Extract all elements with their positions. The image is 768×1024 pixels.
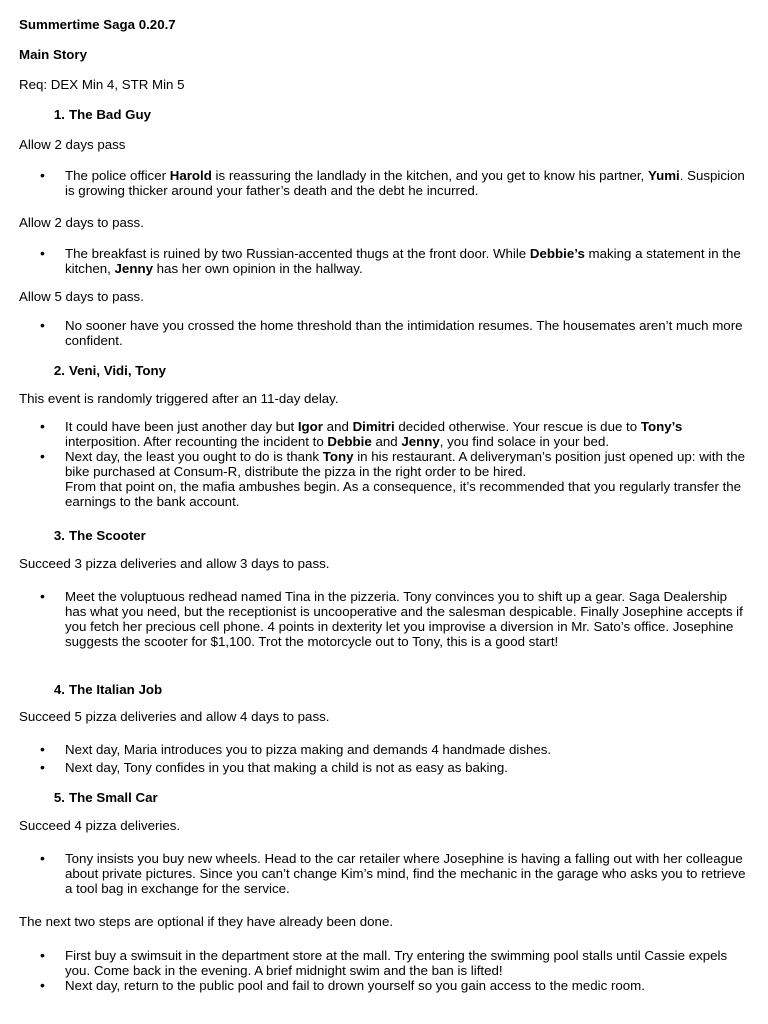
text-run: Next day, return to the public pool and fail to drown yourself so you gain access to the medic room. [65, 978, 645, 993]
bullet-list [40, 168, 752, 198]
character-name: Igor [297, 419, 323, 434]
character-name: Jenny [114, 261, 153, 276]
text-run: , you find solace in your bed. [439, 434, 610, 449]
event-heading [19, 363, 754, 378]
text-run: decided otherwise. Your rescue is due to [394, 419, 641, 434]
text-run: Next day, Tony confides in you that making a child is not as easy as baking. [65, 760, 508, 775]
character-name: Debbie [327, 434, 372, 449]
text-run: . Suspicion is growing thicker around your father’s death and the debt he incurred. [65, 168, 745, 198]
event-heading [19, 790, 754, 805]
character-name: Tony [322, 449, 354, 464]
event-title: Veni, Vidi, Tony [69, 363, 167, 378]
list-item [40, 948, 752, 978]
bullet-list [40, 589, 752, 649]
event-title: The Bad Guy [69, 107, 152, 122]
condition-text: The next two steps are optional if they have already been done. [19, 914, 394, 929]
list-item [40, 760, 752, 775]
list-item [40, 318, 752, 348]
text-run: and [371, 434, 402, 449]
text-run: interposition. After recounting the incident to [65, 434, 328, 449]
text-run: Next day, Maria introduces you to pizza making and demands 4 handmade dishes. [65, 742, 552, 757]
event-number: 3. [53, 528, 65, 543]
text-run: First buy a swimsuit in the department store at the mall. Try entering the swimming pool stalls until Cassie expels you. Come back in the evening. A brief midnight swim and the ban is lifted! [65, 948, 728, 978]
text-run: has her own opinion in the hallway. [152, 261, 363, 276]
text-run: in his restaurant. A deliveryman’s position just opened up: with the bike purchased at Consum-R, distribute the pizza in the right order to be hired. [65, 449, 746, 479]
bullet-list [40, 742, 752, 775]
character-name: Debbie’s [529, 246, 585, 261]
text-run: The breakfast is ruined by two Russian-accented thugs at the front door. While [65, 246, 530, 261]
condition-text: Allow 2 days pass [19, 137, 126, 152]
section-heading: Main Story [19, 47, 87, 62]
text-run: and [322, 419, 353, 434]
event-number: 4. [53, 682, 65, 697]
bullet-list [40, 246, 752, 276]
character-name: Dimitri [352, 419, 395, 434]
text-run: It could have been just another day but [65, 419, 298, 434]
text-run: is reassuring the landlady in the kitchen, and you get to know his partner, [211, 168, 648, 183]
requirement-text: Req: DEX Min 4, STR Min 5 [19, 77, 185, 92]
event-number: 1. [53, 107, 65, 122]
condition-text: Succeed 3 pizza deliveries and allow 3 days to pass. [19, 556, 330, 571]
bullet-list [40, 948, 752, 993]
condition-text: Succeed 4 pizza deliveries. [19, 818, 181, 833]
event-number: 2. [53, 363, 65, 378]
text-run: Meet the voluptuous redhead named Tina in the pizzeria. Tony convinces you to shift up a gear. Saga Dealership has what you need, but the receptionist is uncooperative and the salesman despicable. Finally Josephine accepts if you fetch her precious cell phone. 4 points in dexterity let you improvise a diversion in Mr. Sato’s office. Josephine suggests the scooter for $1,100. Trot the motorcycle out to Tony, this is a good start! [65, 589, 743, 649]
event-title: The Italian Job [69, 682, 163, 697]
character-name: Yumi [647, 168, 680, 183]
list-item [40, 449, 752, 509]
bullet-list [40, 318, 752, 348]
text-run: making a statement in the kitchen, [65, 246, 741, 276]
list-item [40, 246, 752, 276]
list-item [40, 978, 752, 993]
character-name: Harold [169, 168, 212, 183]
bullet-list [40, 851, 752, 896]
document-title: Summertime Saga 0.20.7 [19, 17, 176, 32]
bullet-list [40, 419, 752, 509]
text-run: Next day, the least you ought to do is thank [65, 449, 323, 464]
condition-text: This event is randomly triggered after an 11-day delay. [19, 391, 339, 406]
text-run: No sooner have you crossed the home threshold than the intimidation resumes. The housemates aren’t much more confident. [65, 318, 743, 348]
event-number: 5. [53, 790, 65, 805]
list-item [40, 168, 752, 198]
event-heading [19, 682, 754, 697]
condition-text: Allow 5 days to pass. [19, 289, 144, 304]
character-name: Tony’s [640, 419, 683, 434]
condition-text: Allow 2 days to pass. [19, 215, 144, 230]
list-item [40, 742, 752, 757]
event-heading [19, 528, 754, 543]
event-title: The Small Car [69, 790, 158, 805]
list-item [40, 419, 752, 449]
event-heading [19, 107, 754, 122]
event-title: The Scooter [69, 528, 146, 543]
text-run: From that point on, the mafia ambushes begin. As a consequence, it’s recommended that you regularly transfer the earnings to the bank account. [65, 479, 742, 509]
condition-text: Succeed 5 pizza deliveries and allow 4 days to pass. [19, 709, 330, 724]
list-item [40, 851, 752, 896]
text-run: The police officer [65, 168, 170, 183]
list-item [40, 589, 752, 649]
text-run: Tony insists you buy new wheels. Head to the car retailer where Josephine is having a falling out with her colleague about private pictures. Since you can’t change Kim’s mind, find the mechanic in the garage who asks you to retrieve a tool bag in exchange for the service. [65, 851, 746, 896]
character-name: Jenny [401, 434, 440, 449]
